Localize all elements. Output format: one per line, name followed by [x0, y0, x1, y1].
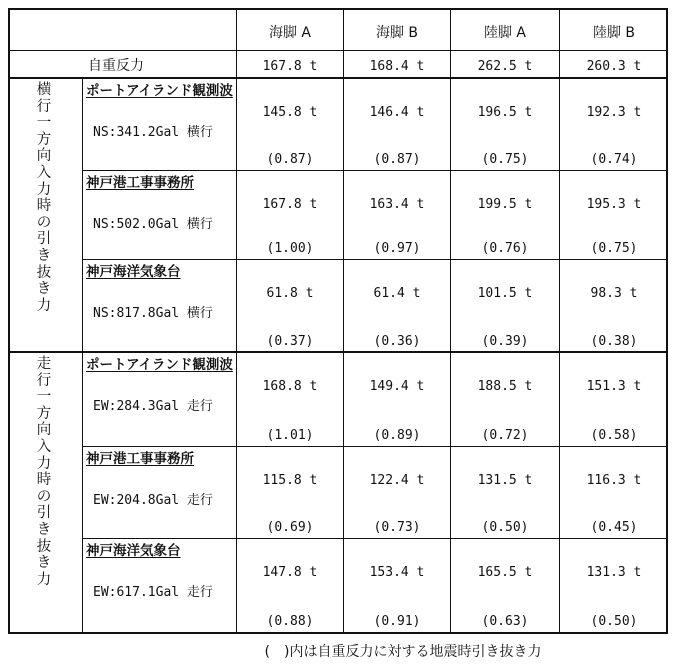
pullout-value: 122.4 t — [369, 473, 425, 488]
group-divider — [8, 351, 668, 353]
ratio-value: (0.58) — [590, 428, 638, 443]
table-border-bottom — [8, 632, 668, 634]
dead-load-divider — [8, 77, 668, 79]
station-name: 神戸海洋気象台 — [86, 264, 181, 280]
ratio-value: (1.00) — [266, 241, 314, 256]
pullout-value: 131.3 t — [586, 565, 642, 580]
footnote: ( )内は自重反力に対する地震時引き抜き力 — [264, 644, 542, 660]
ratio-value: (0.38) — [590, 334, 638, 349]
ratio-value: (0.87) — [373, 152, 421, 167]
dead-load-value: 260.3 t — [586, 59, 642, 74]
pullout-value: 145.8 t — [262, 105, 318, 120]
ratio-value: (0.88) — [266, 614, 314, 629]
pullout-value: 167.8 t — [262, 197, 318, 212]
pullout-value: 196.5 t — [477, 105, 533, 120]
row-line — [82, 538, 668, 539]
ratio-value: (0.72) — [481, 428, 529, 443]
column-header: 陸脚 A — [483, 25, 527, 41]
pullout-value: 146.4 t — [369, 105, 425, 120]
station-name: 神戸海洋気象台 — [86, 543, 181, 559]
pullout-value: 61.4 t — [373, 286, 421, 301]
pullout-value: 195.3 t — [586, 197, 642, 212]
pullout-value: 116.3 t — [586, 473, 642, 488]
input-spec: NS:817.8Gal 横行 — [93, 306, 213, 321]
station-name: ポートアイランド観測波 — [86, 357, 233, 373]
row-line — [82, 446, 668, 447]
pullout-value: 151.3 t — [586, 379, 642, 394]
pullout-value: 199.5 t — [477, 197, 533, 212]
ratio-value: (0.75) — [481, 152, 529, 167]
column-header: 海脚 A — [268, 25, 312, 41]
pullout-value: 61.8 t — [266, 286, 314, 301]
input-spec: EW:617.1Gal 走行 — [93, 585, 213, 600]
ratio-value: (0.36) — [373, 334, 421, 349]
input-spec: EW:284.3Gal 走行 — [93, 399, 213, 414]
station-name: 神戸港工事事務所 — [86, 451, 194, 467]
row-line — [82, 170, 668, 171]
ratio-value: (0.63) — [481, 614, 529, 629]
pullout-value: 168.8 t — [262, 379, 318, 394]
group-label: 横行一方向入力時の引き抜き力 — [36, 82, 52, 314]
pullout-value: 147.8 t — [262, 565, 318, 580]
ratio-value: (0.91) — [373, 614, 421, 629]
pullout-value: 153.4 t — [369, 565, 425, 580]
ratio-value: (0.73) — [373, 520, 421, 535]
ratio-value: (0.50) — [481, 520, 529, 535]
pullout-value: 101.5 t — [477, 286, 533, 301]
ratio-value: (0.69) — [266, 520, 314, 535]
pullout-value: 149.4 t — [369, 379, 425, 394]
ratio-value: (1.01) — [266, 428, 314, 443]
pullout-value: 165.5 t — [477, 565, 533, 580]
pullout-value: 192.3 t — [586, 105, 642, 120]
input-spec: NS:502.0Gal 横行 — [93, 217, 213, 232]
header-divider — [8, 50, 668, 51]
ratio-value: (0.39) — [481, 334, 529, 349]
input-spec: EW:204.8Gal 走行 — [93, 493, 213, 508]
pullout-value: 98.3 t — [590, 286, 638, 301]
station-name: 神戸港工事事務所 — [86, 175, 194, 191]
dead-load-value: 168.4 t — [369, 59, 425, 74]
table-border-top — [8, 8, 668, 10]
ratio-value: (0.89) — [373, 428, 421, 443]
ratio-value: (0.97) — [373, 241, 421, 256]
table-border-left — [8, 8, 10, 634]
ratio-value: (0.37) — [266, 334, 314, 349]
column-line — [82, 78, 83, 632]
ratio-value: (0.74) — [590, 152, 638, 167]
dead-load-value: 167.8 t — [262, 59, 318, 74]
column-header: 海脚 B — [375, 25, 419, 41]
group-label: 走行一方向入力時の引き抜き力 — [36, 356, 52, 588]
ratio-value: (0.76) — [481, 241, 529, 256]
dead-load-value: 262.5 t — [477, 59, 533, 74]
column-header: 陸脚 B — [592, 25, 636, 41]
station-name: ポートアイランド観測波 — [86, 83, 233, 99]
row-line — [82, 259, 668, 260]
pullout-value: 115.8 t — [262, 473, 318, 488]
table-border-right — [666, 8, 668, 634]
ratio-value: (0.45) — [590, 520, 638, 535]
dead-load-label: 自重反力 — [88, 58, 144, 74]
ratio-value: (0.50) — [590, 614, 638, 629]
ratio-value: (0.87) — [266, 152, 314, 167]
pullout-value: 188.5 t — [477, 379, 533, 394]
input-spec: NS:341.2Gal 横行 — [93, 125, 213, 140]
ratio-value: (0.75) — [590, 241, 638, 256]
pullout-value: 131.5 t — [477, 473, 533, 488]
pullout-value: 163.4 t — [369, 197, 425, 212]
